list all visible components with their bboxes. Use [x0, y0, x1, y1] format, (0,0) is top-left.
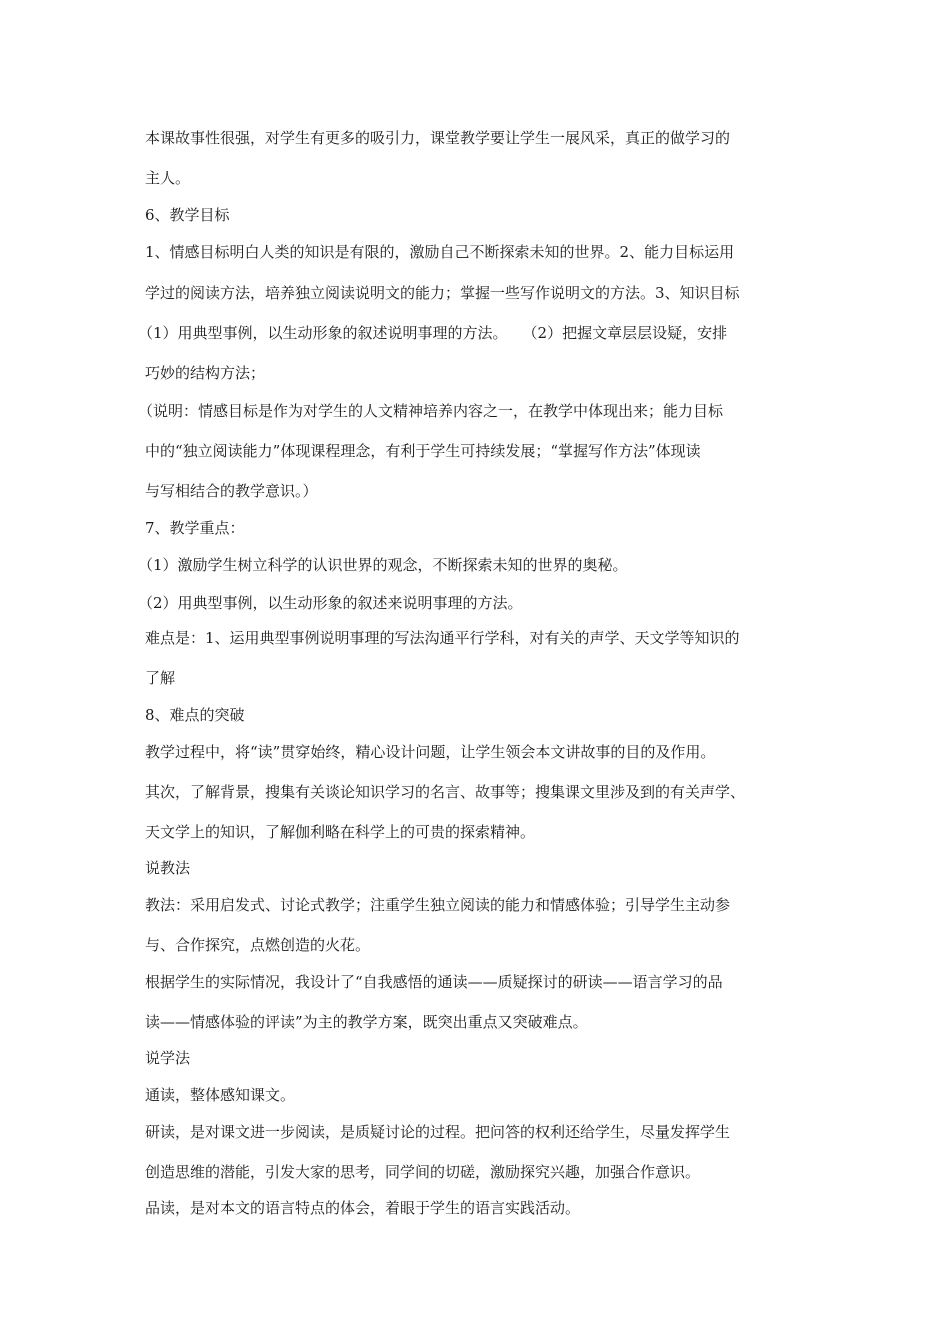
- text-line: 教学过程中，将“读”贯穿始终，精心设计问题，让学生领会本文讲故事的目的及作用。: [145, 743, 716, 761]
- text-line: 学过的阅读方法，培养独立阅读说明文的能力；掌握一些写作说明文的方法。3、知识目标: [145, 284, 740, 302]
- text-line: 与、合作探究，点燃创造的火花。: [145, 936, 371, 954]
- text-line: 天文学上的知识，了解伽利略在科学上的可贵的探索精神。: [145, 823, 536, 841]
- text-line: 1、情感目标明白人类的知识是有限的，激励自己不断探索未知的世界。2、能力目标运用: [145, 243, 735, 261]
- section-heading: 8、难点的突破: [145, 706, 245, 724]
- text-line: 通读，整体感知课文。: [145, 1086, 296, 1104]
- text-line: （2）用典型事例，以生动形象的叙述来说明事理的方法。: [138, 594, 523, 612]
- text-line: （1）激励学生树立科学的认识世界的观念，不断探索未知的世界的奥秘。: [138, 556, 628, 574]
- text-line: （1）用典型事例，以生动形象的叙述说明事理的方法。 （2）把握文章层层设疑，安排: [138, 324, 728, 342]
- text-line: 本课故事性很强，对学生有更多的吸引力，课堂教学要让学生一展风采，真正的做学习的: [145, 129, 731, 147]
- text-line: （说明：情感目标是作为对学生的人文精神培养内容之一，在教学中体现出来；能力目标: [138, 402, 724, 420]
- text-line: 教法：采用启发式、讨论式教学；注重学生独立阅读的能力和情感体验；引导学生主动参: [145, 896, 731, 914]
- text-line: 根据学生的实际情况，我设计了“自我感悟的通读——质疑探讨的研读——语言学习的品: [145, 973, 723, 991]
- text-line: 与写相结合的教学意识。）: [145, 482, 318, 500]
- text-line: 中的“独立阅读能力”体现课程理念，有利于学生可持续发展；“掌握写作方法”体现读: [145, 442, 701, 460]
- text-line: 其次，了解背景，搜集有关谈论知识学习的名言、故事等；搜集课文里涉及到的有关声学、: [145, 783, 746, 801]
- text-line: 主人。: [145, 169, 191, 187]
- text-line: 读——情感体验的评读”为主的教学方案，既突出重点又突破难点。: [145, 1013, 588, 1031]
- section-heading: 说学法: [145, 1049, 191, 1067]
- text-line: 巧妙的结构方法；: [145, 364, 266, 382]
- text-line: 难点是：1、运用典型事例说明事理的写法沟通平行学科，对有关的声学、天文学等知识的: [145, 629, 740, 647]
- text-line: 研读，是对课文进一步阅读，是质疑讨论的过程。把问答的权利还给学生，尽量发挥学生: [145, 1123, 731, 1141]
- text-line: 品读，是对本文的语言特点的体会，着眼于学生的语言实践活动。: [145, 1199, 581, 1217]
- section-heading: 6、教学目标: [145, 206, 230, 224]
- section-heading: 7、教学重点：: [145, 519, 245, 537]
- text-line: 创造思维的潜能，引发大家的思考，同学间的切磋，激励探究兴趣，加强合作意识。: [145, 1163, 701, 1181]
- text-line: 了解: [145, 669, 176, 687]
- section-heading: 说教法: [145, 859, 191, 877]
